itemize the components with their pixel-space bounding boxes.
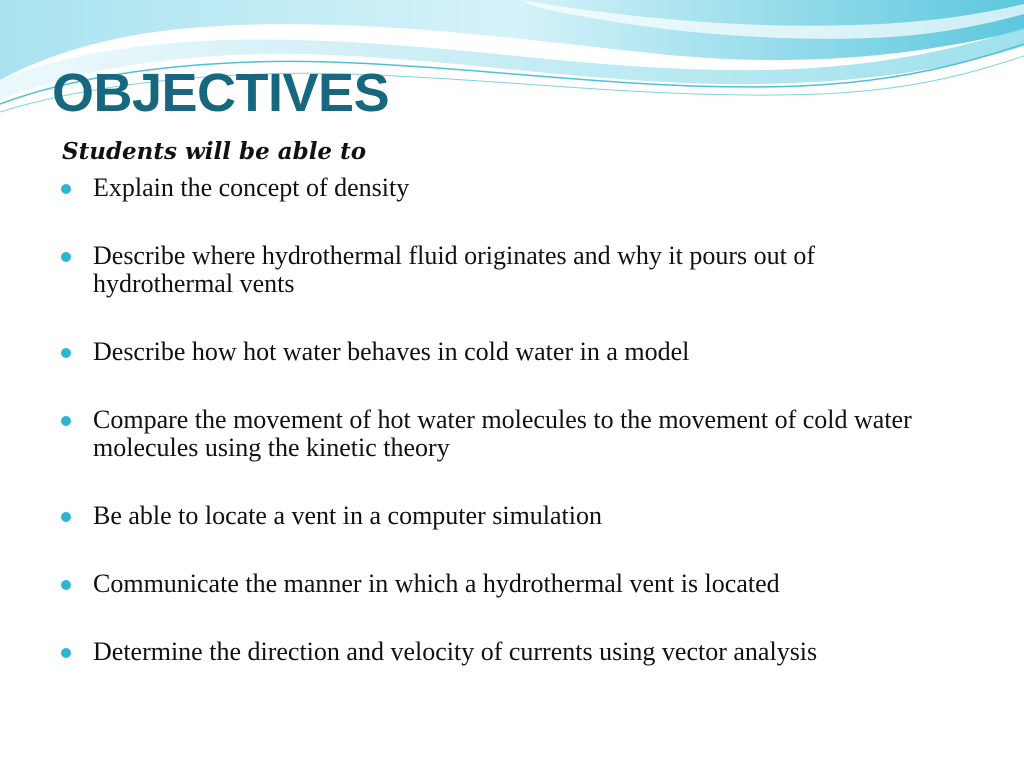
list-item (60, 406, 960, 462)
list-item (60, 570, 960, 598)
bullet-dot-icon (61, 184, 71, 194)
list-item-text: Describe how hot water behaves in cold water in a model (93, 337, 690, 366)
bullet-dot-icon (61, 348, 71, 358)
objectives-list (60, 170, 960, 666)
bullet-dot-icon (61, 648, 71, 658)
slide-title: OBJECTIVES (52, 63, 390, 123)
list-item-text: Communicate the manner in which a hydrothermal vent is located (93, 569, 780, 598)
slide-subtitle: Students will be able to (62, 138, 367, 165)
list-item (60, 502, 960, 530)
bullet-dot-icon (61, 252, 71, 262)
list-item-text: Explain the concept of density (93, 173, 410, 202)
bullet-dot-icon (61, 416, 71, 426)
list-item (60, 174, 960, 202)
list-item-text: Describe where hydrothermal fluid originates and why it pours out of hydrothermal vents (93, 241, 816, 298)
list-item-text: Be able to locate a vent in a computer simulation (93, 501, 603, 530)
bullet-dot-icon (61, 512, 71, 522)
list-item (60, 638, 960, 666)
list-item (60, 242, 960, 298)
list-item-text: Determine the direction and velocity of currents using vector analysis (93, 637, 818, 666)
list-item (60, 338, 960, 366)
bullet-dot-icon (61, 580, 71, 590)
list-item-text: Compare the movement of hot water molecules to the movement of cold water molecules using the kinetic theory (93, 405, 912, 462)
